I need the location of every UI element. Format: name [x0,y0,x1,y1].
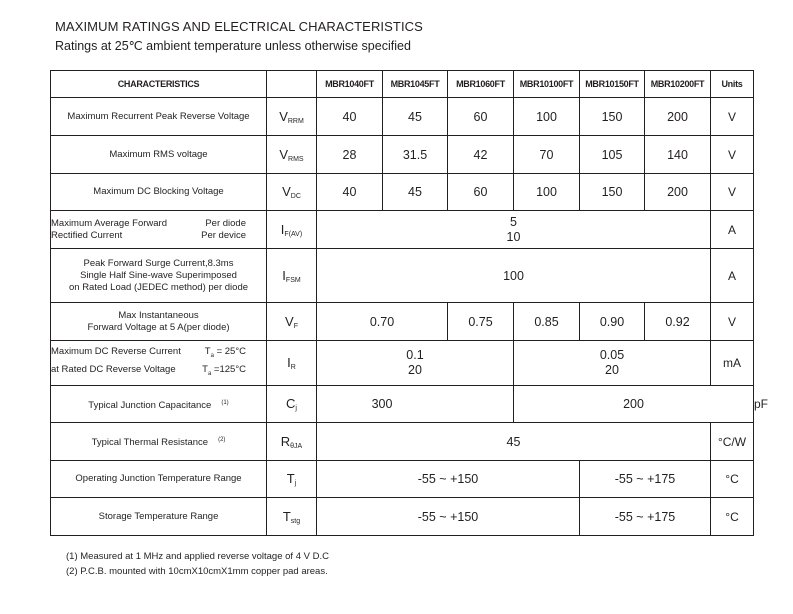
table-row-ifav [51,211,754,249]
table-row-cj: Typical Junction Capacitance $^{(1)}$ $C_j$ 300 200 pF [51,386,754,423]
table-row-vrrm [51,98,754,136]
symbol-header [267,71,317,98]
table-cell: 0.85 [514,303,580,341]
symbol-subscript: j [295,405,297,412]
row-unit: V [711,98,754,136]
row-description: Maximum Recurrent Peak Reverse Voltage [51,98,267,136]
table-cell: 45 [383,98,448,136]
row-unit: A [711,249,754,303]
row-description [51,341,267,386]
model-header: MBR10150FT [580,71,645,98]
row-description [51,211,267,249]
page-title: MAXIMUM RATINGS AND ELECTRICAL CHARACTERISTICS [55,19,423,34]
condition-text: Per device [201,229,246,241]
row-symbol [267,211,317,249]
symbol-subscript: j [294,480,297,487]
value-line: 0.05 [599,348,625,362]
table-cell: 28 [317,136,383,174]
condition-text: $T_a =125^\circ C$ [202,364,246,377]
table-row-vdc [51,174,754,211]
table-cell [317,341,514,386]
header-row [51,71,754,98]
model-header: MBR1045FT [383,71,448,98]
description-text: Peak Forward Surge Current,8.3ms [83,257,234,269]
description-text: Maximum Average Forward [51,217,167,229]
row-symbol [267,249,317,303]
footnote-ref: (1) [221,399,229,406]
table-cell: 100 [514,174,580,211]
footnotes [66,549,329,579]
characteristics-table [50,70,769,536]
table-cell: 200 [645,174,711,211]
table-cell: 0.70 [317,303,448,341]
table-cell: 45 [317,423,711,461]
row-description: Maximum RMS voltage [51,136,267,174]
symbol-main: V [282,184,291,199]
table-row-ir [51,341,754,386]
table-cell: -55 ~ +175 [580,461,711,498]
condition-text: Per diode [205,217,246,229]
table-cell: 200 [645,98,711,136]
table-cell [514,341,711,386]
row-symbol [267,303,317,341]
table-row-rth [51,423,754,461]
symbol-main: T [286,471,295,486]
row-unit: V [711,136,754,174]
page-subtitle: Ratings at 25℃ ambient temperature unless otherwise specified [55,39,411,53]
table-row-tstg [51,498,754,536]
table-cell: 40 [317,98,383,136]
description-line [51,345,266,363]
row-symbol [267,341,317,386]
table-cell: 200 [514,386,754,423]
description-line [51,230,266,242]
symbol-subscript: stg [290,517,301,525]
description-text: Single Half Sine-wave Superimposed [80,269,237,281]
symbol-subscript: DC [290,193,301,200]
table-cell: -55 ~ +150 [317,461,580,498]
symbol-subscript: RMS [288,155,304,163]
table-cell: 105 [580,136,645,174]
symbol-main: R [280,433,291,449]
table-cell: 0.75 [448,303,514,341]
symbol-subscript: F [293,322,298,330]
row-description [51,386,267,423]
row-unit: °C [711,498,754,536]
row-description [51,303,267,341]
model-header: MBR1060FT [448,71,514,98]
row-description: Maximum DC Blocking Voltage [51,174,267,211]
table-cell: 300 [317,386,514,423]
description-text: Max Instantaneous [118,309,199,321]
description-line [51,218,266,230]
footnote: (1) Measured at 1 MHz and applied reverse voltage of 4 V D.C [66,551,329,562]
table-cell: 60 [448,174,514,211]
table-cell: -55 ~ +175 [580,498,711,536]
row-symbol [267,386,317,423]
symbol-main: V [285,313,294,329]
table-row-vrms [51,136,754,174]
table-cell: 70 [514,136,580,174]
table-cell: 100 [514,98,580,136]
description-text: on Rated Load (JEDEC method) per diode [68,281,249,293]
row-symbol [267,136,317,174]
symbol-main: C [286,396,296,411]
row-unit: mA [711,341,754,386]
row-description [51,249,267,303]
row-unit: V [711,303,754,341]
row-unit: °C [711,461,754,498]
description-text: at Rated DC Reverse Voltage [51,364,176,375]
description-text: Maximum DC Reverse Current [51,346,181,358]
symbol-subscript: θJA [290,442,303,450]
row-unit: A [711,211,754,249]
row-unit: V [711,174,754,211]
table-row-vf [51,303,754,341]
table-cell: 45 [383,174,448,211]
value-line: 10 [506,229,521,244]
model-header: MBR10100FT [514,71,580,98]
value-line: 0.1 [406,348,424,362]
row-description: Storage Temperature Range [51,498,267,536]
value-line: 5 [510,214,517,229]
table-cell: 60 [448,98,514,136]
characteristics-header: CHARACTERISTICS [51,71,267,98]
table-row-ifsm [51,249,754,303]
symbol-subscript: R [290,364,296,371]
value-line: 20 [408,363,422,377]
table-cell [317,211,711,249]
description-text: Typical Thermal Resistance [91,437,209,448]
table-cell: 0.92 [645,303,711,341]
table-cell: 100 [317,249,711,303]
symbol-subscript: FSM [285,276,301,284]
symbol-subscript: RRM [287,117,304,125]
symbol-main: I [280,221,285,237]
description-text: Forward Voltage at 5 A(per diode) [87,321,230,333]
row-symbol [267,423,317,461]
model-header: MBR10200FT [645,71,711,98]
table-cell: -55 ~ +150 [317,498,580,536]
table-cell: 150 [580,174,645,211]
symbol-main: I [287,355,291,370]
table-cell: 150 [580,98,645,136]
footnote: (2) P.C.B. mounted with 10cmX10cmX1mm copper pad areas. [66,566,328,577]
row-symbol [267,498,317,536]
row-symbol [267,461,317,498]
table-cell: 0.90 [580,303,645,341]
value-line: 20 [605,363,619,377]
symbol-main: V [279,108,288,124]
condition-text: $T_a = 25^\circ C$ [204,346,246,359]
row-symbol [267,174,317,211]
symbol-subscript: F(AV) [284,230,303,238]
table-row-tj [51,461,754,498]
table-cell: 42 [448,136,514,174]
table-cell: 31.5 [383,136,448,174]
row-unit: °C/W [711,423,754,461]
model-header: MBR1040FT [317,71,383,98]
symbol-main: T [282,508,291,524]
row-description: Operating Junction Temperature Range [51,461,267,498]
row-symbol [267,98,317,136]
description-text: Typical Junction Capacitance [88,399,212,411]
description-text: Rectified Current [51,229,123,241]
units-header: Units [711,71,754,98]
table-cell: 40 [317,174,383,211]
footnote-ref: (2) [218,437,226,443]
symbol-main: I [282,267,286,283]
row-description [51,423,267,461]
symbol-main: V [279,146,289,162]
description-line [51,363,266,381]
table-cell: 140 [645,136,711,174]
